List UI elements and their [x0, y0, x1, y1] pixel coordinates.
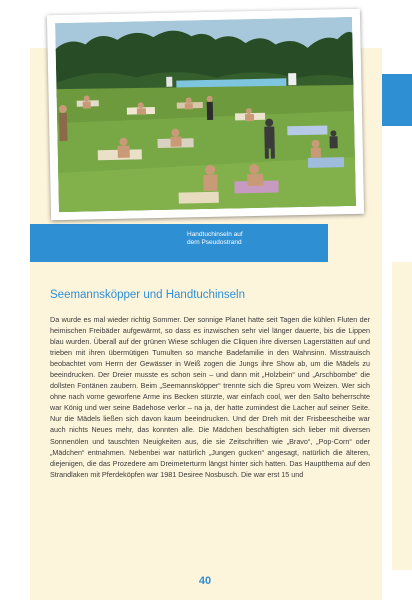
page-number: 40: [198, 575, 212, 587]
body-paragraph: Da wurde es mal wieder richtig Sommer. Der sonnige Planet hatte seit Tagen die kühlen Fluten der heimischen Freibäder aufgewärmt, so dass es inzwischen sehr viel länger dauerte, bis die Lippen blau wurden. Überall auf der grünen Wiese schlugen die Cliquen ihre diversen Lagerstätten auf und trieben mit ihren übermütigen Tumulten so manche Badefamilie in den Wahnsinn. Misstrauisch beobachtet vom Herrn der Gewässer in Weiß zogen die Jungs ihre Show ab, um die Mädels zu beeindrucken. Der Dreier musste es schon sein – und dann mit „Holzbein“ und „Arschbombe“ die dollsten Fontänen zaubern. Beim „Seemannsköpper“ trennte sich die Spreu vom Weizen. Wer sich ohne nach vorne geworfene Arme ins Becken stürzte, war einfach cool, wer den Salto beherrschte war König und wer seine Badehose verlor – na ja, der hatte zumindest die Lacher auf seiner Seite. Nur die Mädels ließen sich davon kaum beeindrucken. Und der Dreh mit der Frisbeescheibe war auch nichts Neues mehr, das konnten alle. Die Mädchen beschäftigten sich lieber mit diversen Sonnenölen und tauschten Neuigkeiten aus, die sie Zeitschriften wie „Bravo“, „Pop-Corn“ oder „Mädchen“ entnahmen. Nebenbei war natürlich „Jungen gucken“ angesagt, natürlich die älteren, diejenigen, die das Prozedere am Dreimeterturm längst hinter sich hatten. Das Hauptthema auf den Strandlaken mit Pferdeköpfen war 1981 Desiree Nosbusch. Die war erst 15 und: [50, 315, 370, 479]
photo-frame: [47, 9, 364, 221]
photo-caption: [187, 231, 287, 247]
swimming-pool-lawn-photo: [55, 17, 356, 212]
page-edge-strip: [392, 262, 412, 570]
caption-line-2: dem Pseudostrand: [187, 239, 242, 246]
caption-line-1: Handtuchinseln auf: [187, 231, 243, 238]
section-heading: Seemannsköpper und Handtuchinseln: [50, 289, 245, 301]
chapter-tab: [382, 74, 412, 126]
